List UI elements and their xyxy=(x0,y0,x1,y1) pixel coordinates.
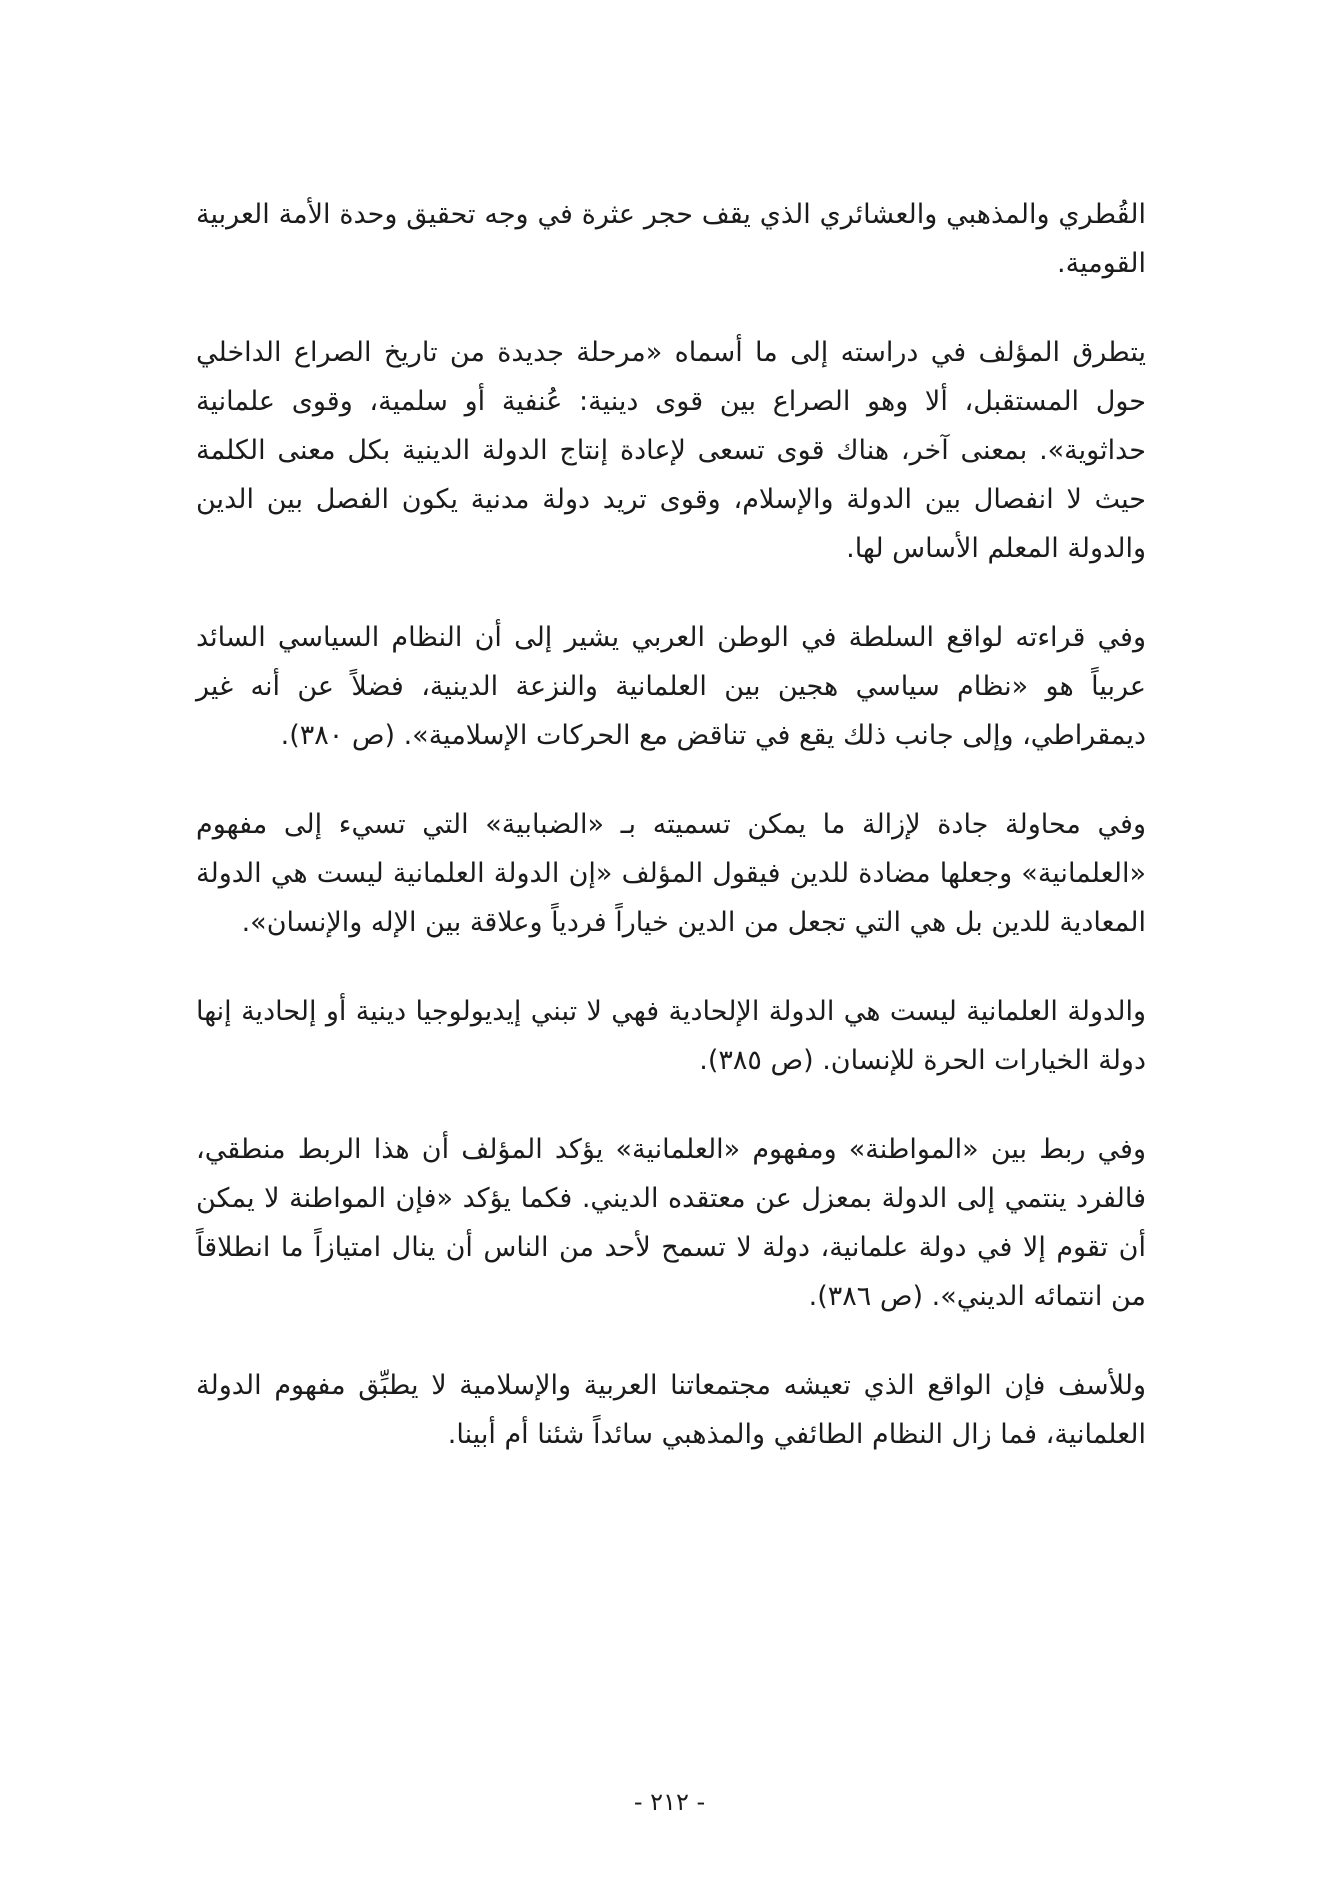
paragraph-4: وفي محاولة جادة لإزالة ما يمكن تسميته بـ «الضبابية» التي تسيء إلى مفهوم «العلمانية» وجعلها مضادة للدين فيقول المؤلف «إن الدولة العلمانية ليست هي الدولة المعادية للدين بل هي التي تجعل من الدين خياراً فردياً وعلاقة بين الإله والإنسان». xyxy=(196,809,1146,938)
paragraph-6: وفي ربط بين «المواطنة» ومفهوم «العلمانية» يؤكد المؤلف أن هذا الربط منطقي، فالفرد ينتمي إلى الدولة بمعزل عن معتقده الديني. فكما يؤكد «فإن المواطنة لا يمكن أن تقوم إلا في دولة علمانية، دولة لا تسمح لأحد من الناس أن ينال امتيازاً ما انطلاقاً من انتمائه الديني». (ص ٣٨٦). xyxy=(196,1134,1146,1312)
body-text xyxy=(196,190,1146,1499)
paragraph-2: يتطرق المؤلف في دراسته إلى ما أسماه «مرحلة جديدة من تاريخ الصراع الداخلي حول المستقبل، ألا وهو الصراع بين قوى دينية: عُنفية أو سلمية، وقوى علمانية حداثوية». بمعنى آخر، هناك قوى تسعى لإعادة إنتاج الدولة الدينية بكل معنى الكلمة حيث لا انفصال بين الدولة والإسلام، وقوى تريد دولة مدنية يكون الفصل بين الدين والدولة المعلم الأساس لها. xyxy=(196,337,1146,564)
page-number: - ٢١٢ - xyxy=(633,1788,706,1816)
paragraph-3: وفي قراءته لواقع السلطة في الوطن العربي يشير إلى أن النظام السياسي السائد عربياً هو «نظام سياسي هجين بين العلمانية والنزعة الدينية، فضلاً عن أنه غير ديمقراطي، وإلى جانب ذلك يقع في تناقض مع الحركات الإسلامية». (ص ٣٨٠). xyxy=(196,622,1146,751)
paragraph-7: وللأسف فإن الواقع الذي تعيشه مجتمعاتنا العربية والإسلامية لا يطبِّق مفهوم الدولة العلمانية، فما زال النظام الطائفي والمذهبي سائداً شئنا أم أبينا. xyxy=(196,1370,1146,1450)
paragraph-1: القُطري والمذهبي والعشائري الذي يقف حجر عثرة في وجه تحقيق وحدة الأمة العربية القومية. xyxy=(196,199,1146,279)
paragraph-5: والدولة العلمانية ليست هي الدولة الإلحادية فهي لا تبني إيديولوجيا دينية أو إلحادية إنها دولة الخيارات الحرة للإنسان. (ص ٣٨٥). xyxy=(196,996,1146,1076)
